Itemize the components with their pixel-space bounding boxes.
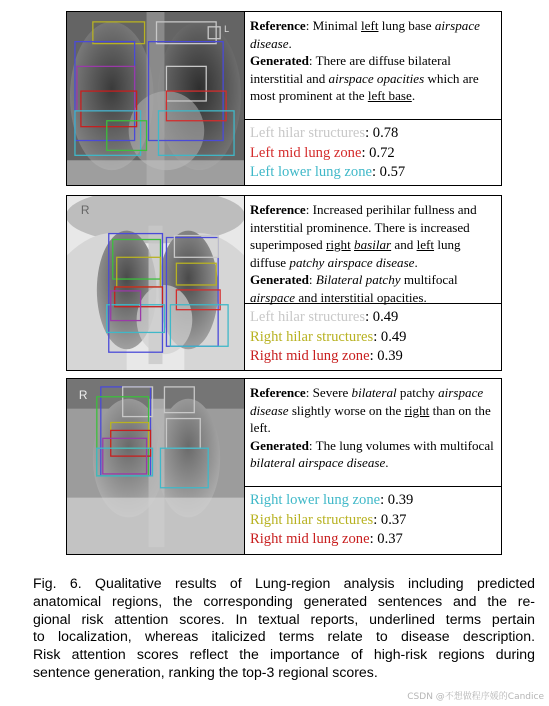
reference-text: : Increased perihilar fullness and interstitial prominence. There is increased superimposed: [250, 202, 477, 252]
risk-scores-2: [245, 304, 501, 369]
report-text-3: [245, 379, 501, 487]
generated-text: .: [411, 88, 416, 103]
generated-text: .: [385, 455, 389, 470]
region-name: Left mid lung zone: [250, 144, 362, 161]
reference-text: : Minimal: [305, 18, 362, 33]
score-value: : 0.72: [361, 144, 395, 161]
risk-scores-3: [245, 487, 501, 552]
disease-term: airspace disease: [250, 18, 480, 51]
region-name: Right mid lung zone: [250, 531, 370, 548]
reference-text: and: [391, 237, 417, 252]
score-row: [250, 328, 495, 348]
generated-label: Generated: [250, 437, 309, 453]
figure-caption: [33, 575, 535, 682]
localization-term: left: [416, 237, 435, 252]
xray-graphic-2: [67, 196, 244, 370]
score-value: : 0.78: [365, 125, 399, 141]
chest-xray-image-3: [67, 379, 245, 554]
reference-text: : Severe: [305, 385, 352, 400]
region-name: Right mid lung zone: [250, 348, 370, 365]
score-row: [250, 163, 495, 183]
xray-graphic-3: [67, 379, 244, 554]
image-marker: R: [80, 202, 90, 217]
localization-term: right: [326, 237, 351, 252]
reference-label: Reference: [250, 202, 306, 217]
reference-label: Reference: [250, 18, 306, 33]
generated-text: : There are diffuse bilateral interstitial and: [250, 53, 451, 86]
disease-term: bilateral airspace disease: [250, 455, 386, 470]
score-value: : 0.37: [373, 511, 407, 528]
xray-graphic-1: [67, 12, 244, 185]
disease-term: Bilateral patchy: [315, 272, 401, 287]
generated-label: Generated: [250, 272, 309, 287]
chest-xray-image-1: [67, 12, 245, 185]
generated-text: which are most prominent at the: [250, 70, 479, 103]
region-name: Left hilar structures: [250, 125, 366, 141]
score-value: : 0.49: [365, 309, 399, 325]
generated-label: Generated: [250, 53, 309, 68]
score-value: : 0.39: [369, 348, 403, 365]
score-value: : 0.39: [380, 492, 414, 508]
caption-line: Risk attention scores reflect the importance of high-risk regions during: [33, 646, 535, 663]
localization-term: left base: [367, 88, 412, 103]
caption-line: anatomical regions, the corresponding generated sentences and the re-: [33, 592, 535, 609]
risk-scores-1: [245, 120, 501, 185]
score-row: [250, 347, 495, 367]
watermark: CSDN @不想做程序媛的Candice: [407, 692, 544, 702]
region-name: Right lower lung zone: [250, 492, 381, 508]
score-row: [250, 144, 495, 164]
reference-text: patchy: [396, 385, 439, 400]
score-value: : 0.37: [369, 531, 403, 548]
report-text-2: [245, 196, 501, 304]
disease-term: airspace disease: [250, 385, 484, 418]
generated-text: :: [308, 272, 316, 287]
score-row: [250, 124, 495, 144]
score-row: [250, 511, 495, 531]
score-row: [250, 530, 495, 550]
reference-text: .: [414, 254, 418, 270]
localization-term: [354, 237, 391, 252]
caption-line: to localization, whereas italicized terms relate to disease description.: [33, 628, 535, 645]
report-text-1: [245, 12, 501, 120]
score-row: [250, 308, 495, 328]
region-name: Left lower lung zone: [250, 164, 372, 181]
region-name: Right hilar structures: [250, 328, 374, 345]
reference-text: than on the left.: [250, 402, 491, 435]
disease-term: basilar: [354, 237, 392, 252]
caption-line: sentence generation, ranking the top-3 regional scores.: [33, 663, 378, 680]
figure-panel-1: [66, 11, 502, 186]
caption-line: Fig. 6. Qualitative results of Lung-region analysis including predicted: [33, 575, 535, 591]
reference-label: Reference: [250, 385, 306, 400]
region-name: Right hilar structures: [250, 511, 374, 528]
region-name: Left hilar structures: [250, 309, 366, 325]
svg-text:L: L: [224, 23, 230, 34]
figure-panel-3: [66, 378, 502, 555]
image-marker: R: [78, 387, 88, 402]
score-value: : 0.57: [371, 164, 406, 181]
disease-term: airspace: [250, 289, 296, 305]
reference-text: lung diffuse: [250, 237, 461, 270]
localization-term: right: [404, 402, 430, 418]
localization-term: left: [361, 18, 379, 33]
disease-term: airspace opacities: [328, 70, 425, 86]
figure-panel-2: [66, 195, 502, 371]
score-value: : 0.49: [373, 328, 407, 345]
disease-term: bilateral: [351, 385, 397, 400]
reference-text: slightly worse on the: [288, 402, 405, 418]
score-row: [250, 491, 495, 511]
reference-text: .: [288, 35, 292, 51]
caption-line: gional risk attention scores. In textual reports, underlined terms pertain: [33, 610, 535, 627]
disease-term: patchy airspace disease: [289, 254, 415, 270]
reference-text: lung base: [378, 18, 435, 33]
generated-text: multifocal: [400, 272, 458, 287]
generated-text: and interstitial opacities.: [295, 289, 427, 305]
chest-xray-image-2: [67, 196, 245, 370]
generated-text: : The lung volumes with multifocal: [308, 437, 494, 453]
